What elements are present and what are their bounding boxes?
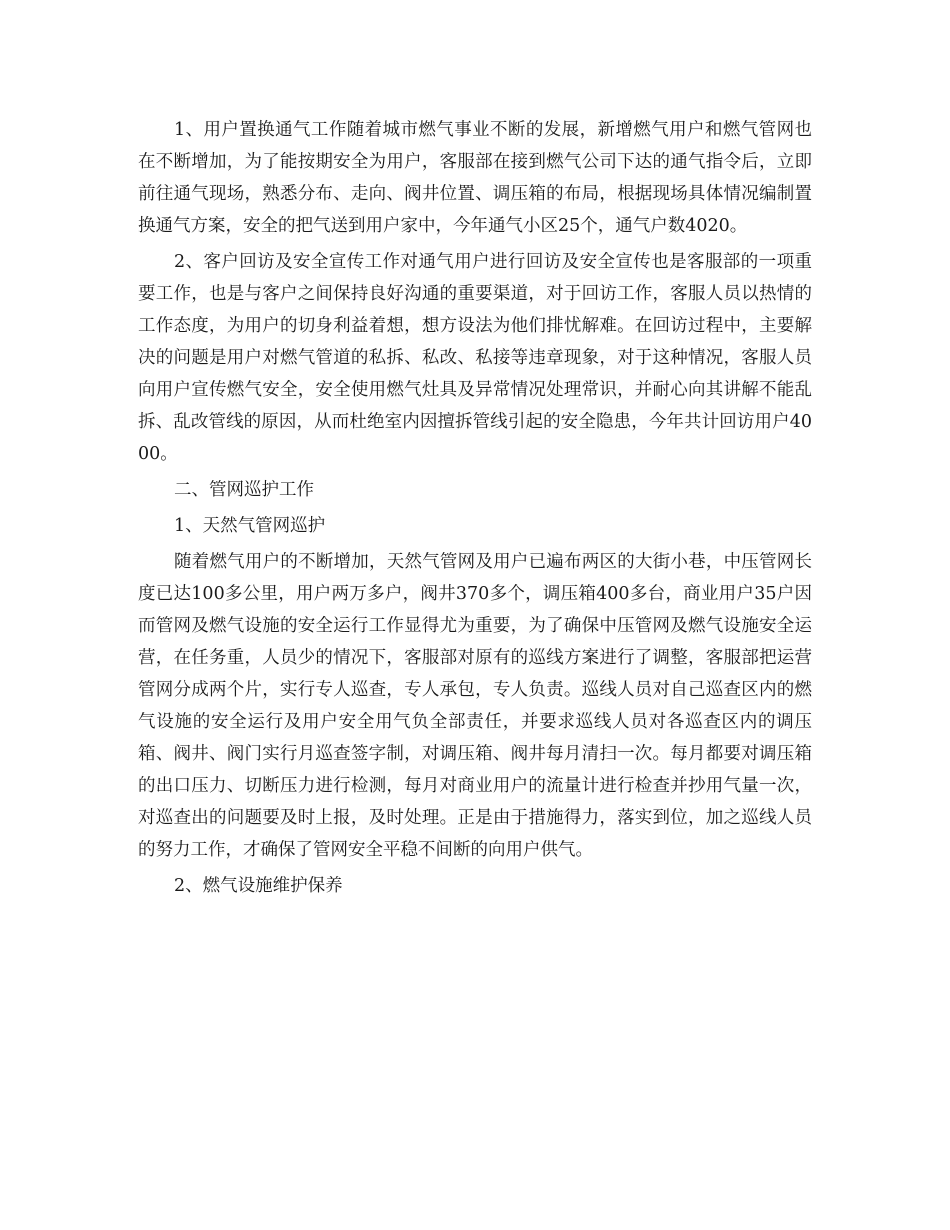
subheading-gas-pipeline-patrol: 1、天然气管网巡护 xyxy=(174,516,326,536)
paragraph-customer-visit: 2、客户回访及安全宣传工作对通气用户进行回访及安全宣传也是客服部的一项重要工作，也是与客户之间保持良好沟通的重要渠道，对于回访工作，客服人员以热情的工作态度，为用户的切身利益着想，想方设法为他们排忧解难。在回访过程中，主要解决的问题是用户对燃气管道的私拆、私改、私接等违章现象，对于这种情况，客服人员向用户宣传燃气安全，安全使用燃气灶具及异常情况处理常识，并耐心向其讲解不能乱拆、乱改管线的原因，从而杜绝室内因擅拆管线引起的安全隐患，今年共计回访用户4000。 xyxy=(138,252,812,464)
paragraph-pipeline-patrol: 随着燃气用户的不断增加，天然气管网及用户已遍布两区的大街小巷，中压管网长度已达100多公里，用户两万多户，阀井370多个，调压箱400多台，商业用户35户因而管网及燃气设施的安全运行工作显得尤为重要，为了确保中压管网及燃气设施安全运营，在任务重，人员少的情况下，客服部对原有的巡线方案进行了调整，客服部把运营管网分成两个片，实行专人巡查，专人承包，专人负责。巡线人员对自己巡查区内的燃气设施的安全运行及用户安全用气负全部责任，并要求巡线人员对各巡查区内的调压箱、阀井、阀门实行月巡查签字制，对调压箱、阀井每月清扫一次。每月都要对调压箱的出口压力、切断压力进行检测，每月对商业用户的流量计进行检查并抄用气量一次，对巡查出的问题要及时上报，及时处理。正是由于措施得力，落实到位，加之巡线人员的努力工作，才确保了管网安全平稳不间断的向用户供气。 xyxy=(138,552,812,860)
document-body xyxy=(138,114,812,906)
paragraph-user-gas-connection: 1、用户置换通气工作随着城市燃气事业不断的发展，新增燃气用户和燃气管网也在不断增加，为了能按期安全为用户，客服部在接到燃气公司下达的通气指令后，立即前往通气现场，熟悉分布、走向、阀井位置、调压箱的布局，根据现场具体情况编制置换通气方案，安全的把气送到用户家中，今年通气小区25个，通气户数4020。 xyxy=(138,120,812,236)
section-heading-pipeline-patrol: 二、管网巡护工作 xyxy=(174,480,314,500)
subheading-facility-maintenance: 2、燃气设施维护保养 xyxy=(174,876,343,896)
